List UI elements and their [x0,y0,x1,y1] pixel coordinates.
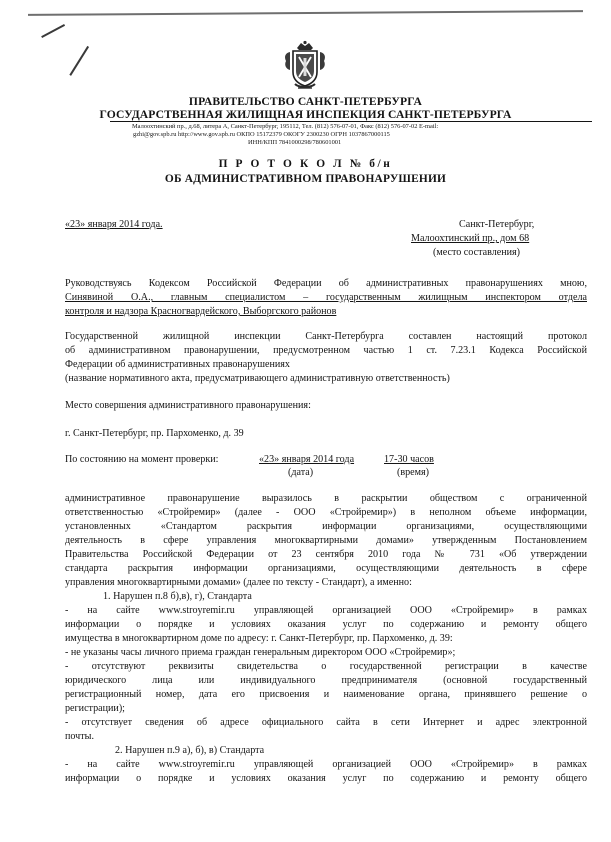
text-line: юридического лица или индивидуального предпринимателя (основной государственный [65,675,587,686]
intro-line-3: контроля и надзора Красногвардейского, Выборгского районов [65,306,337,317]
text-line: административное правонарушение выразилось в раскрытии обществом с ограниченной [65,493,587,504]
text-line: имущества в многоквартирном доме по адресу: г. Санкт-Петербург, пр. Пархоменко, д. 39: [65,633,453,644]
text-line: управления многоквартирными домами» (далее по тексту - Стандарт), а именно: [65,577,412,588]
header-divider [110,121,592,122]
protocol-city: Санкт-Петербург, [459,219,535,230]
item-1-title: 1. Нарушен п.8 б),в), г), Стандарта [103,591,252,602]
basis-line-3: Федерации об административных правонарушениях [65,359,290,370]
scan-edge-line [28,10,583,16]
intro-line-2: Синявиной О.А., главным специалистом – государственным жилищным инспектором отдела [65,292,587,303]
text-line: информации о порядке и условиях оказания услуг по содержанию и ремонту общего [65,619,587,630]
check-time: 17-30 часов [384,454,434,465]
check-date: «23» января 2014 года [259,454,355,465]
pen-mark [69,46,88,76]
pen-mark [41,24,65,38]
text-line: - на сайте www.stroyremir.ru управляющей организацией ООО «Стройремир» в рамках [65,759,587,770]
government-name: ПРАВИТЕЛЬСТВО САНКТ-ПЕТЕРБУРГА [188,95,423,108]
text-line: - отсутствуют реквизиты свидетельства о государственной регистрации в качестве [65,661,587,672]
text-line: регистрации); [65,703,125,714]
coat-of-arms-emblem [282,40,328,92]
address-line-2: gzhi@gov.spb.ru http://www.gov.spb.ru ОКПО 15172379 ОКОГУ 2300230 ОГРН 1037867000115 [133,131,390,138]
place-caption: (место составления) [433,247,521,258]
basis-line-1: Государственной жилищной инспекции Санкт-Петербурга составлен настоящий протокол [65,331,587,342]
protocol-subtitle: ОБ АДМИНИСТРАТИВНОМ ПРАВОНАРУШЕНИИ [164,173,447,185]
item-2-title: 2. Нарушен п.9 а), б), в) Стандарта [115,745,265,756]
text-line: Правительства Российской Федерации от 23 сентября 2010 года № 731 «Об утверждении [65,549,587,560]
text-line: регистрационный номер, дата его присвоения и наименование органа, принявшего решение о [65,689,587,700]
protocol-place: Малоохтинский пр., дом 68 [411,233,530,244]
check-time-caption: (время) [397,467,430,478]
text-line: почты. [65,731,94,742]
protocol-title: П Р О Т О К О Л № б/н [218,158,393,170]
text-line: информации о порядке и условиях оказания услуг по содержанию и ремонту общего [65,773,587,784]
check-date-caption: (дата) [288,467,314,478]
inspection-name: ГОСУДАРСТВЕННАЯ ЖИЛИЩНАЯ ИНСПЕКЦИЯ САНКТ-ПЕТЕРБУРГА [99,108,512,121]
violation-place-value: г. Санкт-Петербург, пр. Пархоменко, д. 39 [65,428,244,439]
address-line-1: Малоохтинский пр., д.68, литера А, Санкт-Петербург, 195112, Тел. (812) 576-07-01, Факс (812) 576-07-02 E-mail: [132,123,439,130]
text-line: - на сайте www.stroyremir.ru управляющей организацией ООО «Стройремир» в рамках [65,605,587,616]
text-line: - не указаны часы личного приема граждан генеральным директором ООО «Стройремир»; [65,647,456,658]
violation-place-label: Место совершения административного правонарушения: [65,400,311,411]
intro-line-1: Руководствуясь Кодексом Российской Федерации об административных правонарушениях мною, [65,278,587,289]
basis-line-2: об административном правонарушении, предусмотренном частью 1 ст. 7.23.1 Кодекса Российской [65,345,587,356]
check-label: По состоянию на момент проверки: [65,454,219,465]
text-line: деятельность в сфере управления многоквартирными домами» утвержденным Постановлением [65,535,587,546]
text-line: - отсутствует сведения об адресе официального сайта в сети Интернет и адрес электронной [65,717,587,728]
address-line-3: ИНН/КПП 7841000298/780601001 [248,139,342,146]
text-line: установленных «Стандартом раскрытия информации организациями, осуществляющими [65,521,587,532]
basis-line-4: (название нормативного акта, предусматривающего административную ответственность) [65,373,450,384]
text-line: стандарта раскрытия информации организациями, осуществляющими деятельность в сфере [65,563,587,574]
text-line: ответственностью «Стройремир» (далее - ООО «Стройремир») в неполном объеме информации, [65,507,587,518]
protocol-date: «23» января 2014 года. [65,219,163,230]
